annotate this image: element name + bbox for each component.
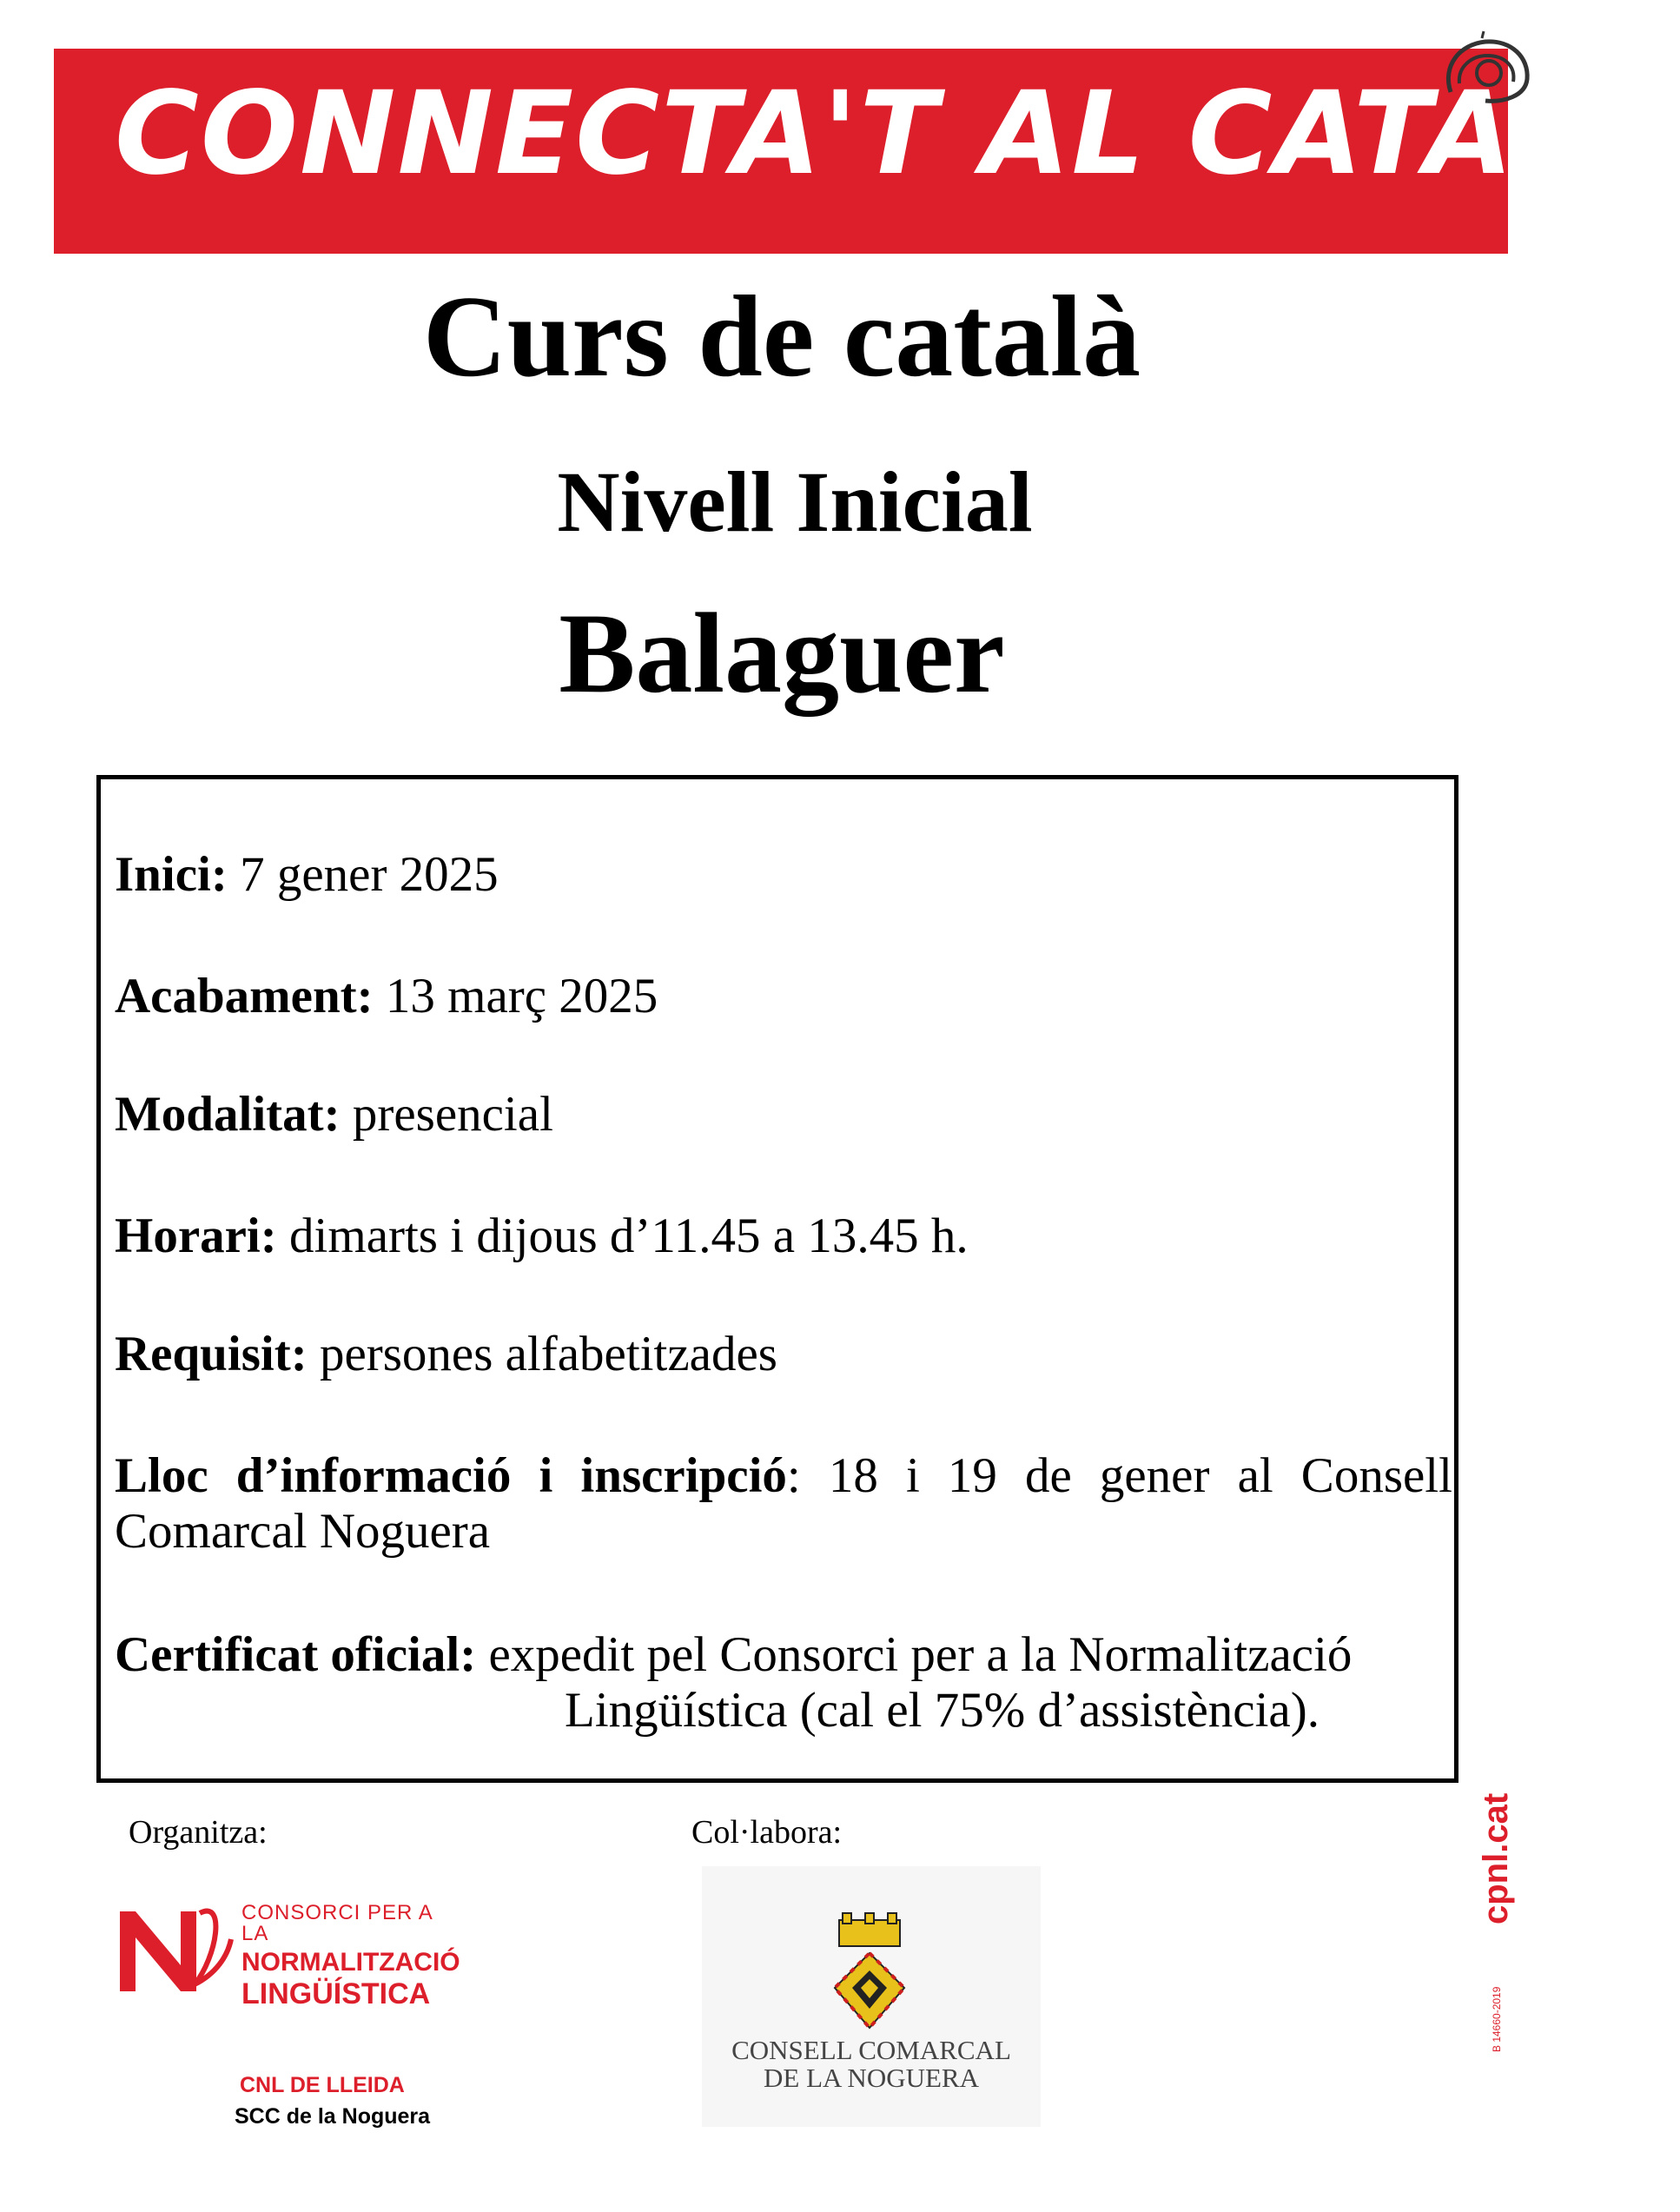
detail-label: Horari: xyxy=(115,1209,277,1263)
course-details-box xyxy=(96,775,1458,1783)
campaign-banner xyxy=(54,49,1680,254)
consell-comarcal-logo xyxy=(702,1866,1041,2127)
detail-registration xyxy=(115,1448,1452,1560)
organizer-label: Organitza: xyxy=(129,1814,268,1851)
detail-label: Acabament: xyxy=(115,969,374,1023)
detail-end xyxy=(115,969,1452,1024)
consell-line-2: DE LA NOGUERA xyxy=(764,2063,979,2093)
detail-label: Inici: xyxy=(115,847,228,902)
course-location: Balaguer xyxy=(559,589,1005,717)
page-title: Curs de català xyxy=(422,272,1141,401)
collaborator-label: Col·labora: xyxy=(691,1814,843,1851)
detail-value: persones alfabetitzades xyxy=(307,1327,777,1381)
detail-schedule xyxy=(115,1209,1452,1264)
detail-start xyxy=(115,847,1452,903)
coat-of-arms-icon xyxy=(830,1911,909,2033)
publisher-logo xyxy=(1433,31,1538,109)
cpnl-line-3: LINGÜÍSTICA xyxy=(241,1977,431,2010)
detail-label: Certificat oficial: xyxy=(115,1627,477,1682)
detail-value: dimarts i dijous d’11.45 a 13.45 h. xyxy=(276,1209,969,1263)
cnl-name: CNL DE LLEIDA xyxy=(240,2073,405,2097)
detail-requirement xyxy=(115,1327,1452,1382)
course-level: Nivell Inicial xyxy=(557,454,1033,550)
detail-label: Requisit: xyxy=(115,1327,308,1381)
cpnl-line-1: CONSORCI PER A LA xyxy=(241,1901,433,1945)
detail-value: presencial xyxy=(340,1087,553,1142)
consell-line-1: CONSELL COMARCAL xyxy=(731,2035,1011,2065)
detail-certificate xyxy=(115,1627,1452,1738)
detail-modality xyxy=(115,1087,1452,1142)
campaign-slogan: CONNECTA'T AL CATALÀ xyxy=(115,67,1680,201)
detail-value: : 18 i 19 de gener al Consell Comarcal Noguera xyxy=(115,1448,1452,1559)
detail-label: Modalitat: xyxy=(115,1087,341,1142)
detail-label: Lloc d’informació i inscripció xyxy=(115,1448,787,1503)
detail-value: 7 gener 2025 xyxy=(227,847,499,902)
cpnl-n-mark xyxy=(120,1904,233,1991)
cpnl-line-2: NORMALITZACIÓ xyxy=(241,1948,460,1977)
detail-value: expedit pel Consorci per a la Normalització xyxy=(476,1627,1353,1682)
cnl-service: SCC de la Noguera xyxy=(235,2104,431,2129)
detail-value: 13 març 2025 xyxy=(373,969,658,1023)
detail-value-continued: Lingüística (cal el 75% d’assistència). xyxy=(565,1683,1320,1738)
cpnl-logo xyxy=(120,1894,460,2010)
